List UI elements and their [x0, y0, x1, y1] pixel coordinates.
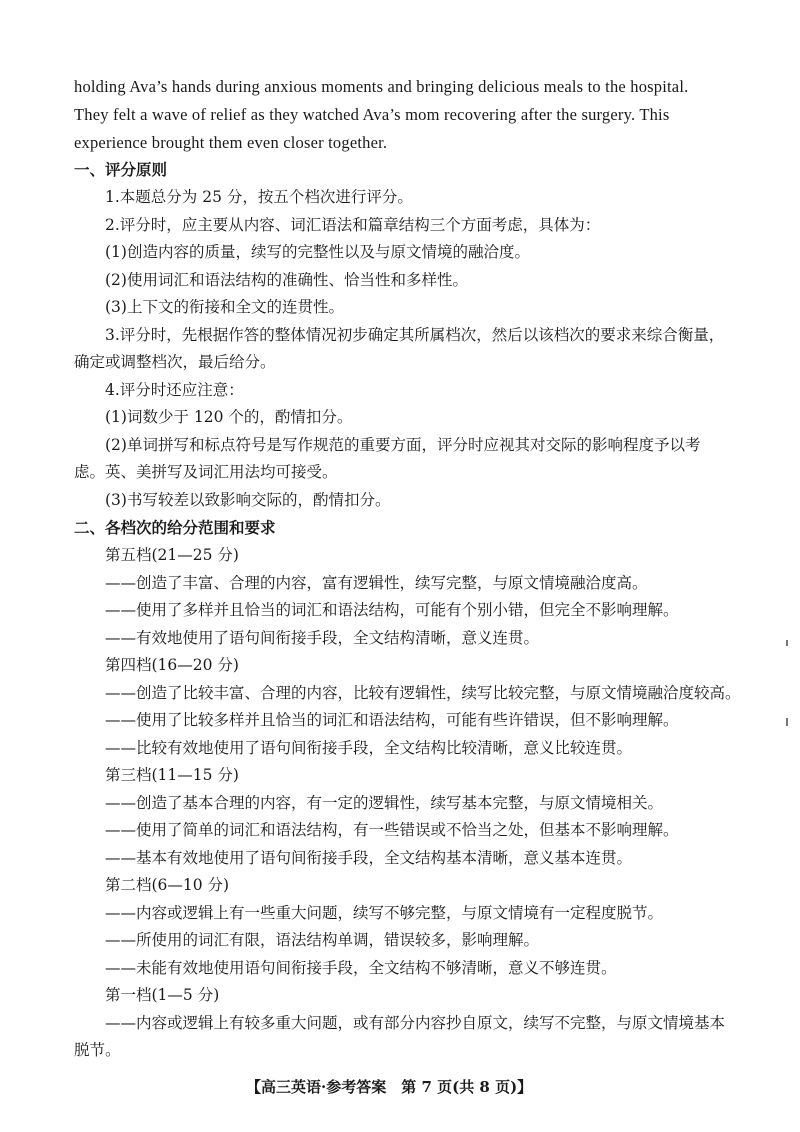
intro-line-1: holding Ava’s hands during anxious moments and bringing delicious meals to the hospital. [74, 77, 689, 96]
principle-4-3: (3)书写较差以致影响交际的，酌情扣分。 [105, 491, 391, 509]
principle-2-1: (1)创造内容的质量，续写的完整性以及与原文情境的融洽度。 [105, 243, 530, 261]
section-heading-score-levels: 二、各档次的给分范围和要求 [74, 518, 276, 537]
level-1-title: 第一档(1—5 分) [105, 986, 220, 1004]
intro-line-2: They felt a wave of relief as they watched Ava’s mom recovering after the surgery. This [74, 105, 670, 124]
intro-line-3: experience brought them even closer together. [74, 133, 388, 152]
page-footer: 【高三英语·参考答案 第 7 页(共 8 页)】 [246, 1078, 533, 1096]
level-2-item: ——所使用的词汇有限，语法结构单调，错误较多，影响理解。 [105, 931, 540, 949]
principle-2-2: (2)使用词汇和语法结构的准确性、恰当性和多样性。 [105, 271, 468, 289]
principle-3-line-1: 3.评分时，先根据作答的整体情况初步确定其所属档次，然后以该档次的要求来综合衡量， [105, 326, 725, 344]
principle-4-2-line-1: (2)单词拼写和标点符号是写作规范的重要方面，评分时应视其对交际的影响程度予以考 [105, 436, 701, 454]
scan-mark [786, 640, 788, 646]
level-5-item: ——创造了丰富、合理的内容，富有逻辑性，续写完整，与原文情境融洽度高。 [105, 574, 648, 592]
level-4-title: 第四档(16—20 分) [105, 656, 239, 674]
principle-1: 1.本题总分为 25 分，按五个档次进行评分。 [105, 188, 413, 206]
level-2-item: ——未能有效地使用语句间衔接手段，全文结构不够清晰，意义不够连贯。 [105, 959, 617, 977]
level-5-item: ——有效地使用了语句间衔接手段，全文结构清晰，意义连贯。 [105, 629, 540, 647]
level-5-item: ——使用了多样并且恰当的词汇和语法结构，可能有个别小错，但完全不影响理解。 [105, 601, 679, 619]
principle-2: 2.评分时，应主要从内容、词汇语法和篇章结构三个方面考虑，具体为： [105, 216, 601, 234]
principle-3-line-2: 确定或调整档次，最后给分。 [74, 353, 276, 371]
level-1-item-continuation: 脱节。 [74, 1041, 121, 1059]
principle-4-1: (1)词数少于 120 个的，酌情扣分。 [105, 408, 353, 426]
level-4-item: ——创造了比较丰富、合理的内容，比较有逻辑性，续写比较完整，与原文情境融洽度较高。 [105, 684, 741, 702]
level-3-item: ——使用了简单的词汇和语法结构，有一些错误或不恰当之处，但基本不影响理解。 [105, 821, 679, 839]
level-5-title: 第五档(21—25 分) [105, 546, 239, 564]
level-3-item: ——基本有效地使用了语句间衔接手段，全文结构基本清晰，意义基本连贯。 [105, 849, 633, 867]
principle-4-2-line-2: 虑。英、美拼写及词汇用法均可接受。 [74, 463, 338, 481]
level-1-item: ——内容或逻辑上有较多重大问题，或有部分内容抄自原文，续写不完整，与原文情境基本 [105, 1014, 726, 1032]
scan-mark [786, 718, 788, 726]
principle-2-3: (3)上下文的衔接和全文的连贯性。 [105, 298, 344, 316]
level-2-item: ——内容或逻辑上有一些重大问题，续写不够完整，与原文情境有一定程度脱节。 [105, 904, 664, 922]
principle-4: 4.评分时还应注意： [105, 381, 244, 399]
level-3-item: ——创造了基本合理的内容，有一定的逻辑性，续写基本完整，与原文情境相关。 [105, 794, 664, 812]
section-heading-scoring-principles: 一、评分原则 [74, 160, 168, 179]
level-4-item: ——比较有效地使用了语句间衔接手段，全文结构比较清晰，意义比较连贯。 [105, 739, 633, 757]
level-3-title: 第三档(11—15 分) [105, 766, 239, 784]
level-4-item: ——使用了比较多样并且恰当的词汇和语法结构，可能有些许错误，但不影响理解。 [105, 711, 679, 729]
level-2-title: 第二档(6—10 分) [105, 876, 230, 894]
